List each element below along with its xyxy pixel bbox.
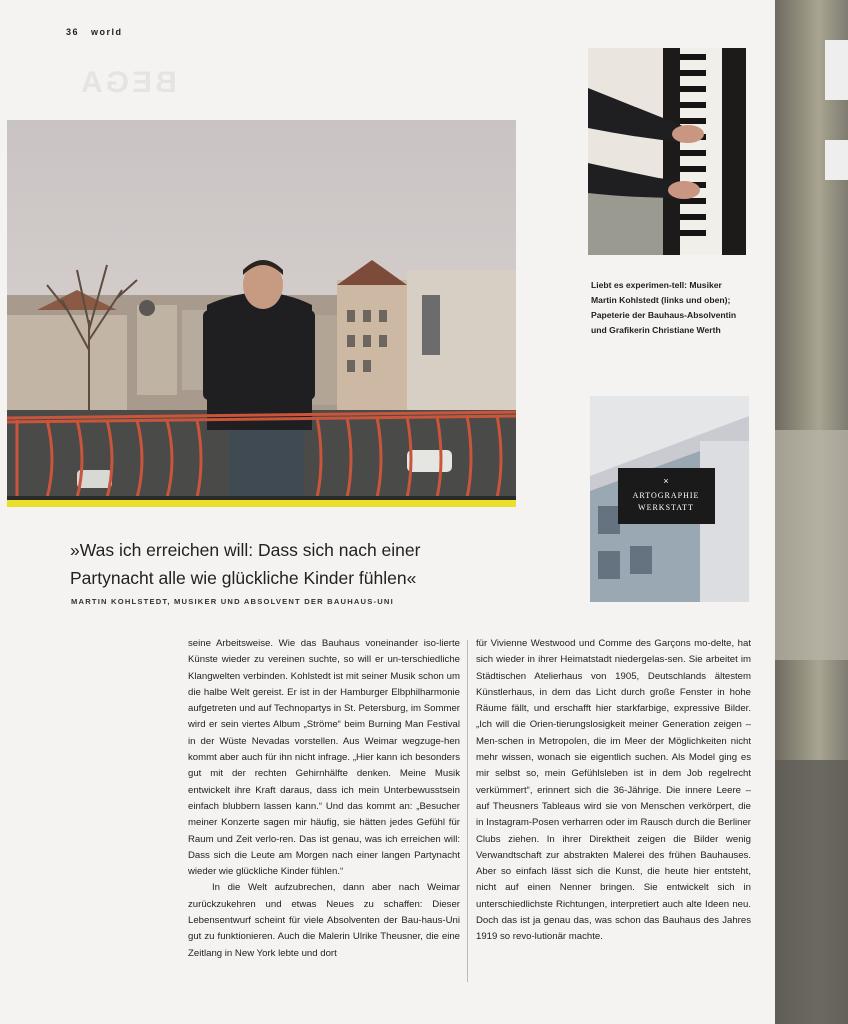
sign-line2: WERKSTATT <box>638 503 694 512</box>
page-number: 36 <box>66 27 80 37</box>
pull-quote-line2: Partynacht alle wie glückliche Kinder fühlen« <box>70 568 417 588</box>
sign-line1: ARTOGRAPHIE <box>632 491 700 500</box>
paragraph: für Vivienne Westwood und Comme des Garçons mo-delte, hat sich wieder in ihrer Heimatstadt niedergelas-sen. Sie arbeitet im Städtischen Atelierhaus von 1905, Deutschlands ältestem Künstlerhaus, in dem das Licht durch große Fenster in hohe Räume fällt, und erschafft hier starkfarbige, expressive Bilder. „Ich will die Orien-tierungslosigkeit meiner Generation zeigen – Men-schen in Metropolen, die im Meer der Möglichkeiten nicht mehr wissen, wonach sie eigentlich suchen. Als Model ging es mir selbst so, mein Gefühlsleben ist in dem Job regelrecht verkümmert“, erinnert sich die 36-Jährige. Die innere Leere – auf Theusners Tableaus wird sie von Menschen verkörpert, die in Instagram-Posen verharren oder im Rausch durch die Berliner Clubs ziehen. In ihrer Direktheit zeigen die Bilder wenig Verwandtschaft zur abstrakten Malerei des frühen Bauhauses. Aber so einfach lässt sich die Kunst, die heute hier entsteht, nicht auf einen Nenner bringen. Sie entwickelt sich in unterschiedlichste Richtungen, interpretiert auch alte Ideen neu. Doch das ist ja genau das, was schon das Bauhaus des Jahres 1919 so revo-lutionär machte. <box>476 638 751 943</box>
pull-quote <box>70 536 510 592</box>
section-name: world <box>91 27 123 37</box>
body-column-left <box>188 636 460 962</box>
body-column-right <box>476 636 751 946</box>
column-divider <box>467 640 468 982</box>
hero-photo <box>7 120 516 500</box>
piano-photo <box>588 48 746 255</box>
facing-page-edge <box>775 0 848 1024</box>
pull-quote-line1: »Was ich erreichen will: Dass sich nach einer <box>70 540 421 560</box>
accent-bar <box>7 500 516 507</box>
page-header <box>66 27 131 37</box>
sign-photo <box>590 396 749 602</box>
photo-caption: Liebt es experimen-tell: Musiker Martin Kohlstedt (links und oben); Papeterie der Bauhaus-Absolventin und Grafikerin Christiane Werth <box>591 280 737 335</box>
sign-mark: × <box>663 476 669 486</box>
paragraph: seine Arbeitsweise. Wie das Bauhaus voneinander iso-lierte Künste wieder zu vereinen suchte, so will er un-terschiedliche Klangwelten verbinden. Kohlstedt ist mit seiner Musik schon um die halbe Welt gereist. Er ist in der Hamburger Elbphilharmonie aufgetreten und auf Technopartys in St. Petersburg, im Sommer wird er sein viertes Album „Ströme“ beim Burning Man Festival in der Wüste Nevadas vorstellen. Aus Weimar wegzuge-hen kommt aber auch für ihn nicht infrage. „Hier kann ich besonders gut mit der rechten Gehirnhälfte denken. Meine Musik entwickelt ihre Kraft daraus, dass ich mein Unterbewusstsein einfach blubbern lassen kann.“ Und das kommt an: „Besucher meiner Konzerte sagen mir häufig, sie hätten jedes Gefühl für Raum und Zeit verlo-ren. Das ist genau, was ich erreichen will: Dass sich die Leute am Morgen nach einer langen Partynacht wieder wie glückliche Kinder fühlen.“ <box>188 638 460 878</box>
show-through-text: BEGA <box>78 66 177 99</box>
quote-attribution: MARTIN KOHLSTEDT, MUSIKER UND ABSOLVENT DER BAUHAUS-UNI <box>71 597 394 606</box>
paragraph: In die Welt aufzubrechen, dann aber nach Weimar zurückzukehren und etwas Neues zu schaffen: Dieser Lebensentwurf scheint für viele Absolventen der Bau-haus-Uni gut zu funktionieren. Auch die Malerin Ulrike Theusner, die eine Zeitlang in New York lebte und dort <box>188 882 460 959</box>
